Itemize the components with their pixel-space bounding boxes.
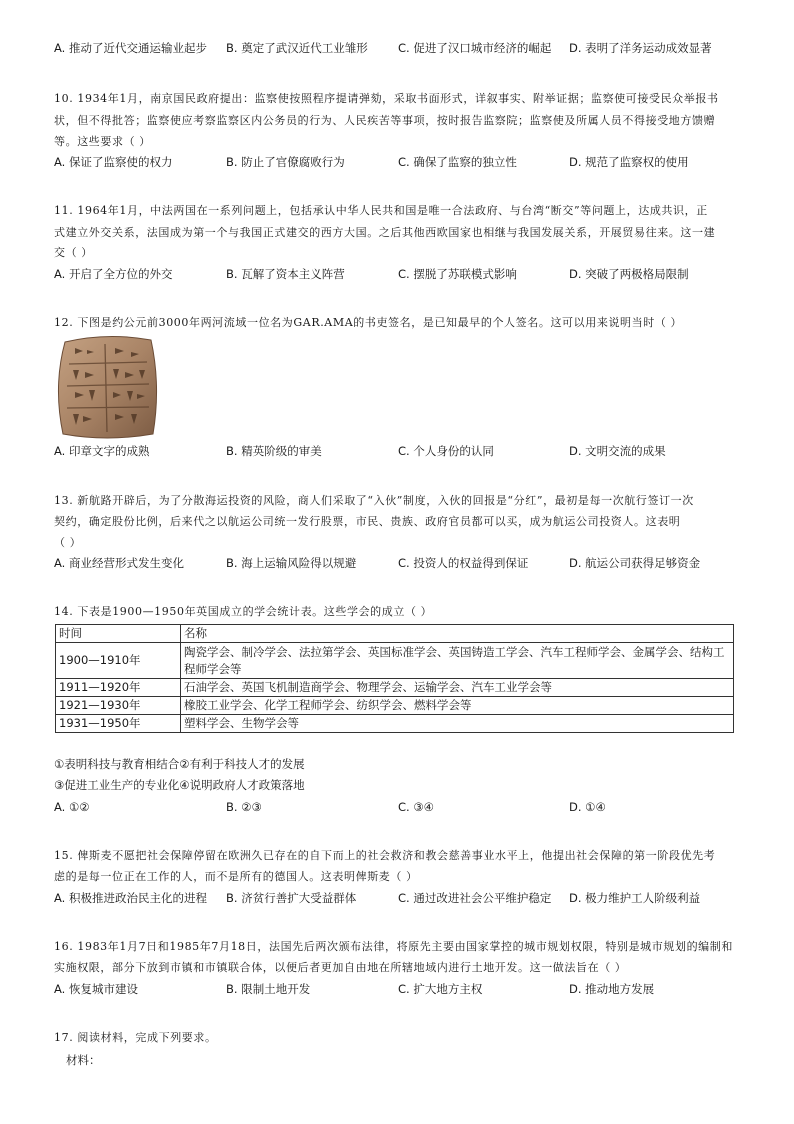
q9-option-d: D. 表明了洋务运动成效显著 bbox=[569, 41, 712, 55]
q13-stem-line1: 13. 新航路开辟后，为了分散海运投资的风险，商人们采取了“入伙”制度，入伙的回报是“分红”，最初是每一次航行签订一次 bbox=[54, 494, 694, 507]
table-header-time: 时间 bbox=[56, 625, 181, 643]
q11-option-b: B. 瓦解了资本主义阵营 bbox=[226, 267, 345, 281]
table-cell-period: 1921—1930年 bbox=[56, 697, 181, 715]
q11-stem-line2: 式建立外交关系，法国成为第一个与我国正式建交的西方大国。之后其他西欧国家也相继与我国发展关系，开展贸易往来。这一建 bbox=[54, 226, 716, 239]
q13-option-c: C. 投资人的权益得到保证 bbox=[398, 556, 529, 570]
table-header-name: 名称 bbox=[181, 625, 734, 643]
table-row bbox=[56, 643, 734, 679]
q11-stem-line1: 11. 1964年1月，中法两国在一系列问题上，包括承认中华人民共和国是唯一合法政府、与台湾“断交”等问题上，达成共识，正 bbox=[54, 204, 708, 217]
table-cell-period: 1911—1920年 bbox=[56, 679, 181, 697]
q12-option-a: A. 印章文字的成熟 bbox=[54, 444, 150, 458]
table-cell-societies: 橡胶工业学会、化学工程师学会、纺织学会、燃料学会等 bbox=[181, 697, 734, 715]
q9-option-b: B. 奠定了武汉近代工业雏形 bbox=[226, 41, 368, 55]
table-cell-period: 1900—1910年 bbox=[56, 643, 181, 679]
q10-stem-line3: 等。这些要求（ ） bbox=[54, 135, 151, 148]
q15-stem-line1: 15. 俾斯麦不愿把社会保障停留在欧洲久已存在的自下而上的社会救济和教会慈善事业水平上，他提出社会保障的第一阶段优先考 bbox=[54, 849, 716, 862]
q14-statement-line2: ③促进工业生产的专业化④说明政府人才政策落地 bbox=[54, 778, 305, 792]
table-row bbox=[56, 697, 734, 715]
q16-option-d: D. 推动地方发展 bbox=[569, 982, 655, 996]
q13-option-a: A. 商业经营形式发生变化 bbox=[54, 556, 184, 570]
table-cell-societies: 石油学会、英国飞机制造商学会、物理学会、运输学会、汽车工业学会等 bbox=[181, 679, 734, 697]
q10-option-c: C. 确保了监察的独立性 bbox=[398, 155, 517, 169]
q9-option-c: C. 促进了汉口城市经济的崛起 bbox=[398, 41, 552, 55]
q14-option-a: A. ①② bbox=[54, 800, 90, 814]
q10-option-d: D. 规范了监察权的使用 bbox=[569, 155, 689, 169]
q13-option-d: D. 航运公司获得足够资金 bbox=[569, 556, 701, 570]
table-row bbox=[56, 679, 734, 697]
q16-option-b: B. 限制土地开发 bbox=[226, 982, 311, 996]
q12-stem: 12. 下图是约公元前3000年两河流域一位名为GAR.AMA的书吏签名，是已知最早的个人签名。这可以用来说明当时（ ） bbox=[54, 316, 683, 329]
q11-stem-line3: 交（ ） bbox=[54, 246, 93, 259]
q17-material-label: 材料： bbox=[66, 1053, 101, 1067]
q16-option-c: C. 扩大地方主权 bbox=[398, 982, 483, 996]
q16-stem-line1: 16. 1983年1月7日和1985年7月18日，法国先后两次颁布法律，将原先主要由国家掌控的城市规划权限，特别是城市规划的编制和 bbox=[54, 940, 733, 953]
q13-stem-line3: （ ） bbox=[54, 536, 82, 549]
table-row bbox=[56, 715, 734, 733]
q14-option-b: B. ②③ bbox=[226, 800, 262, 814]
q10-option-b: B. 防止了官僚腐败行为 bbox=[226, 155, 345, 169]
q16-option-a: A. 恢复城市建设 bbox=[54, 982, 138, 996]
q14-stem: 14. 下表是1900—1950年英国成立的学会统计表。这些学会的成立（ ） bbox=[54, 605, 433, 618]
q10-stem-line2: 状，但不得批答；监察使应考察监察区内公务员的行为、人民疾苦等事项，按时报告监察院；监察使及所属人员不得接受地方馈赠 bbox=[54, 114, 716, 127]
q11-option-c: C. 摆脱了苏联模式影响 bbox=[398, 267, 517, 281]
q14-statement-line1: ①表明科技与教育相结合②有利于科技人才的发展 bbox=[54, 757, 305, 771]
q14-option-c: C. ③④ bbox=[398, 800, 434, 814]
table-cell-societies: 陶瓷学会、制冷学会、法拉第学会、英国标准学会、英国铸造工学会、汽车工程师学会、金属学会、结构工程师学会等 bbox=[181, 643, 734, 679]
q15-option-c: C. 通过改进社会公平维护稳定 bbox=[398, 891, 552, 905]
table-cell-societies: 塑料学会、生物学会等 bbox=[181, 715, 734, 733]
table-header-row bbox=[56, 625, 734, 643]
q15-stem-line2: 虑的是每一位正在工作的人，而不是所有的德国人。这表明俾斯麦（ ） bbox=[54, 870, 418, 883]
q17-stem: 17. 阅读材料，完成下列要求。 bbox=[54, 1031, 217, 1044]
q13-option-b: B. 海上运输风险得以规避 bbox=[226, 556, 357, 570]
q11-option-a: A. 开启了全方位的外交 bbox=[54, 267, 173, 281]
q15-option-a: A. 积极推进政治民主化的进程 bbox=[54, 891, 207, 905]
q12-option-d: D. 文明交流的成果 bbox=[569, 444, 666, 458]
society-stats-table bbox=[55, 624, 734, 733]
table-cell-period: 1931—1950年 bbox=[56, 715, 181, 733]
cuneiform-tablet-image bbox=[55, 334, 159, 440]
q15-option-b: B. 济贫行善扩大受益群体 bbox=[226, 891, 357, 905]
q15-option-d: D. 极力维护工人阶级利益 bbox=[569, 891, 701, 905]
q10-stem-line1: 10. 1934年1月，南京国民政府提出：监察使按照程序提请弹劾，采取书面形式，详叙事实、附举证据；监察使可接受民众举报书 bbox=[54, 92, 719, 105]
q16-stem-line2: 实施权限，部分下放到市镇和市镇联合体，以便后者更加自由地在所辖地域内进行土地开发。这一做法旨在（ ） bbox=[54, 961, 627, 974]
q9-option-a: A. 推动了近代交通运输业起步 bbox=[54, 41, 207, 55]
q14-option-d: D. ①④ bbox=[569, 800, 606, 814]
q12-option-b: B. 精英阶级的审美 bbox=[226, 444, 322, 458]
q13-stem-line2: 契约，确定股份比例，后来代之以航运公司统一发行股票，市民、贵族、政府官员都可以买，成为航运公司投资人。这表明 bbox=[54, 515, 681, 528]
q12-option-c: C. 个人身份的认同 bbox=[398, 444, 494, 458]
q11-option-d: D. 突破了两极格局限制 bbox=[569, 267, 689, 281]
q10-option-a: A. 保证了监察使的权力 bbox=[54, 155, 173, 169]
